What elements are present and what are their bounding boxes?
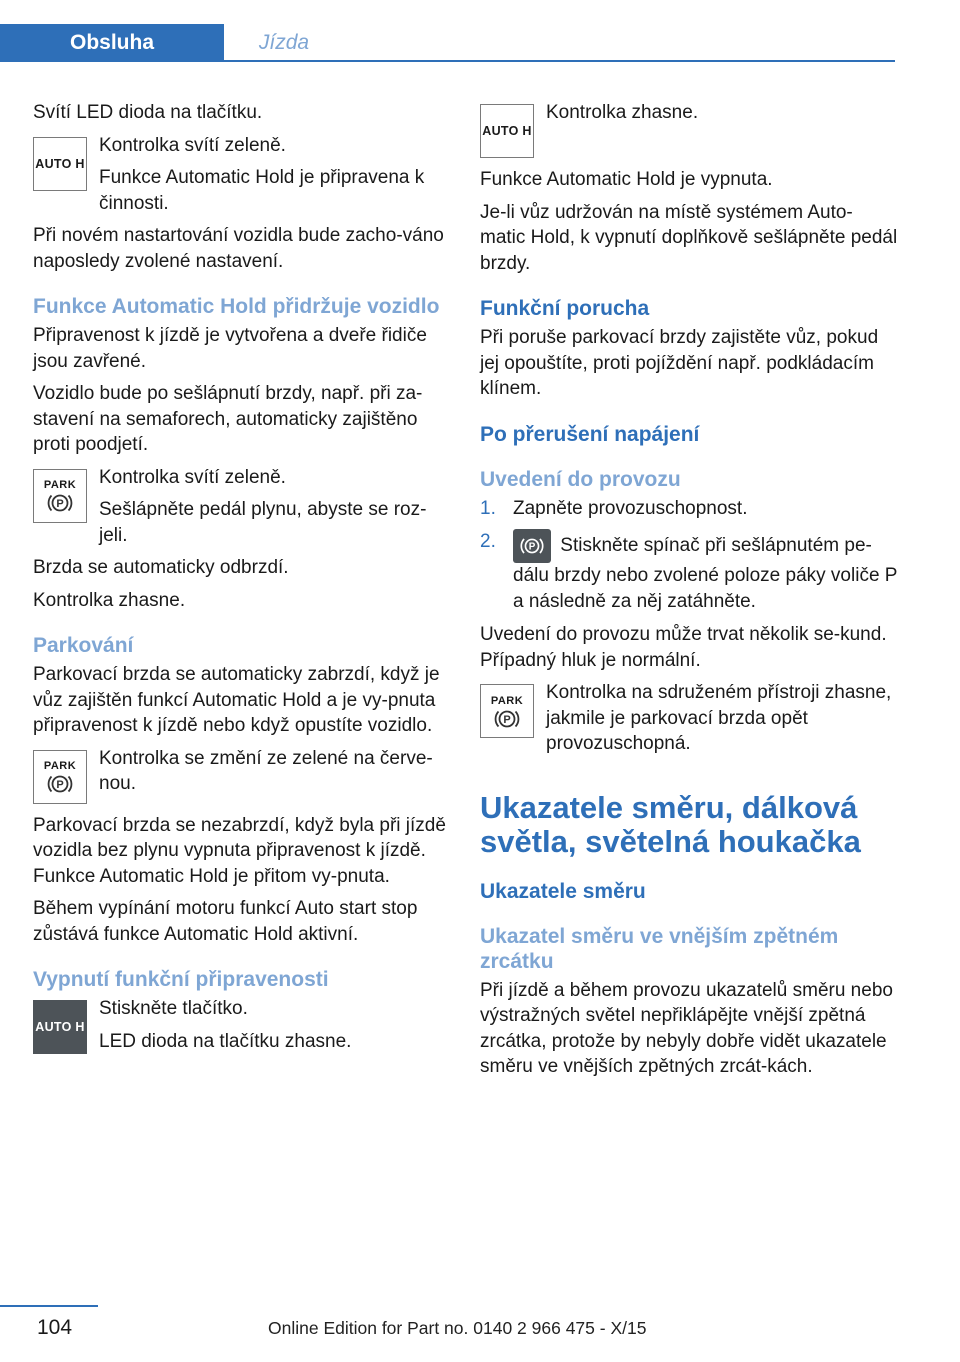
- section-heading: Po přerušení napájení: [480, 422, 700, 446]
- step-text: Stiskněte spínač při sešlápnutém pe‐dálu brzdy nebo zvolené poloze páky voliče P a následně za něj zatáhněte.: [513, 535, 898, 612]
- park-brake-icon: [33, 469, 87, 523]
- subsection-heading: Uvedení do provozu: [480, 467, 681, 491]
- paragraph: Připravenost k jízdě je vytvořena a dveře řidiče jsou zavřené.: [33, 325, 427, 372]
- page-number: 104: [37, 1316, 73, 1339]
- indicator-text: Kontrolka zhasne.: [546, 102, 699, 123]
- subsection-heading: Ukazatel směru ve vnějším zpětném zrcátku: [480, 924, 839, 973]
- paragraph: Parkovací brzda se nezabrzdí, když byla při jízdě vozidla bez plynu vypnuta připravenost k jízdě. Funkce Automatic Hold je přitom vy‐pnuta.: [33, 814, 446, 887]
- brake-symbol-icon: [45, 492, 75, 514]
- auto-h-icon: [33, 137, 87, 191]
- edition-text: Online Edition for Part no. 0140 2 966 475 - X/15: [268, 1318, 647, 1338]
- indicator-row: [480, 100, 898, 160]
- section-heading: Funkční porucha: [480, 297, 650, 320]
- paragraph: Je-li vůz udržován na místě systémem Auto‐matic Hold, k vypnutí doplňkově sešlápněte pedál brzdy.: [480, 201, 898, 274]
- park-brake-icon: [33, 750, 87, 804]
- step-text: Zapněte provozuschopnost.: [513, 497, 748, 519]
- auto-h-icon-label: AUTO H: [482, 124, 532, 138]
- paragraph: Při jízdě a během provozu ukazatelů směru nebo výstražných světel nepřiklápějte vnější zpětná zrcátka, protože by nebyly dobře vidět ukazatele směru ve vnějších zpětných zrcát‐kách.: [480, 979, 893, 1077]
- indicator-row: [33, 996, 451, 1056]
- indicator-row: [33, 133, 451, 217]
- step-number: 1.: [480, 497, 496, 519]
- svg-text:P: P: [503, 713, 511, 726]
- park-brake-icon: [480, 684, 534, 738]
- page-header: [0, 0, 960, 66]
- list-item: [480, 529, 898, 614]
- step-number: 2.: [480, 531, 496, 552]
- indicator-text: Funkce Automatic Hold je připravena k činnosti.: [99, 167, 425, 214]
- section-heading: Funkce Automatic Hold přidržuje vozidlo: [33, 295, 440, 318]
- paragraph: Při novém nastartování vozidla bude zacho‐váno naposledy zvolené nastavení.: [33, 225, 444, 272]
- paragraph: Funkce Automatic Hold je vypnuta.: [480, 169, 773, 190]
- paragraph: Vozidlo bude po sešlápnutí brzdy, např. při za‐stavení na semaforech, automaticky zajištěno proti poodjetí.: [33, 383, 423, 455]
- indicator-row: [480, 680, 898, 757]
- header-rule: [0, 60, 895, 62]
- tab-jizda[interactable]: Jízda: [258, 30, 310, 54]
- right-column: [480, 100, 898, 1087]
- indicator-text: LED dioda na tlačítku zhasne.: [99, 1030, 352, 1052]
- indicator-text: Kontrolka se změní ze zelené na červe‐nou.: [99, 747, 433, 794]
- indicator-text: Stiskněte tlačítko.: [99, 998, 248, 1019]
- left-column: [33, 100, 451, 1063]
- indicator-text: Sešlápněte pedál plynu, abyste se roz‐jeli.: [99, 499, 427, 546]
- park-icon-label: PARK: [43, 760, 77, 772]
- auto-h-button-icon: [33, 1000, 87, 1054]
- auto-h-icon: [480, 104, 534, 158]
- indicator-text: Kontrolka na sdruženém přístroji zhasne, jakmile je parkovací brzda opět provozuschopná.: [546, 682, 892, 754]
- auto-h-icon-label: AUTO H: [35, 156, 85, 171]
- auto-h-icon-label: AUTO H: [35, 1020, 85, 1034]
- paragraph: Parkovací brzda se automaticky zabrzdí, když je vůz zajištěn funkcí Automatic Hold a je vy‐pnuta připravenost k jízdě nebo když opustíte vozidlo.: [33, 664, 440, 736]
- paragraph: Brzda se automaticky odbrzdí.: [33, 557, 289, 578]
- start-stop-switch-icon: [513, 529, 551, 563]
- brake-symbol-icon: [45, 773, 75, 795]
- tab-obsluha[interactable]: Obsluha: [0, 24, 224, 61]
- footer-rule: [0, 1305, 98, 1307]
- steps-list: [480, 496, 898, 615]
- section-heading: Ukazatele směru: [480, 879, 646, 903]
- indicator-row: [33, 465, 451, 549]
- brake-symbol-icon: [518, 535, 546, 557]
- svg-text:P: P: [56, 498, 64, 510]
- paragraph: Během vypínání motoru funkcí Auto start stop zůstává funkce Automatic Hold aktivní.: [33, 898, 418, 945]
- paragraph: Při poruše parkovací brzdy zajistěte vůz, pokud jej opouštíte, proti pojíždění např. podkládacím klínem.: [480, 327, 879, 399]
- svg-text:P: P: [56, 779, 64, 791]
- section-heading: Parkování: [33, 634, 134, 657]
- paragraph: Uvedení do provozu může trvat několik se‐kund. Případný hluk je normální.: [480, 624, 887, 671]
- indicator-text: Kontrolka svítí zeleně.: [99, 466, 286, 488]
- park-icon-label: PARK: [43, 479, 77, 491]
- list-item: [480, 496, 898, 522]
- chapter-heading: Ukazatele směru, dálková světla, světelná houkačka: [480, 789, 861, 859]
- indicator-row: [33, 746, 451, 806]
- indicator-text: Kontrolka svítí zeleně.: [99, 134, 286, 156]
- paragraph: Kontrolka zhasne.: [33, 589, 186, 611]
- park-icon-label: PARK: [490, 694, 524, 707]
- section-heading: Vypnutí funkční připravenosti: [33, 968, 329, 991]
- paragraph: Svítí LED dioda na tlačítku.: [33, 102, 263, 123]
- brake-symbol-icon: [492, 708, 522, 730]
- svg-text:P: P: [528, 541, 536, 553]
